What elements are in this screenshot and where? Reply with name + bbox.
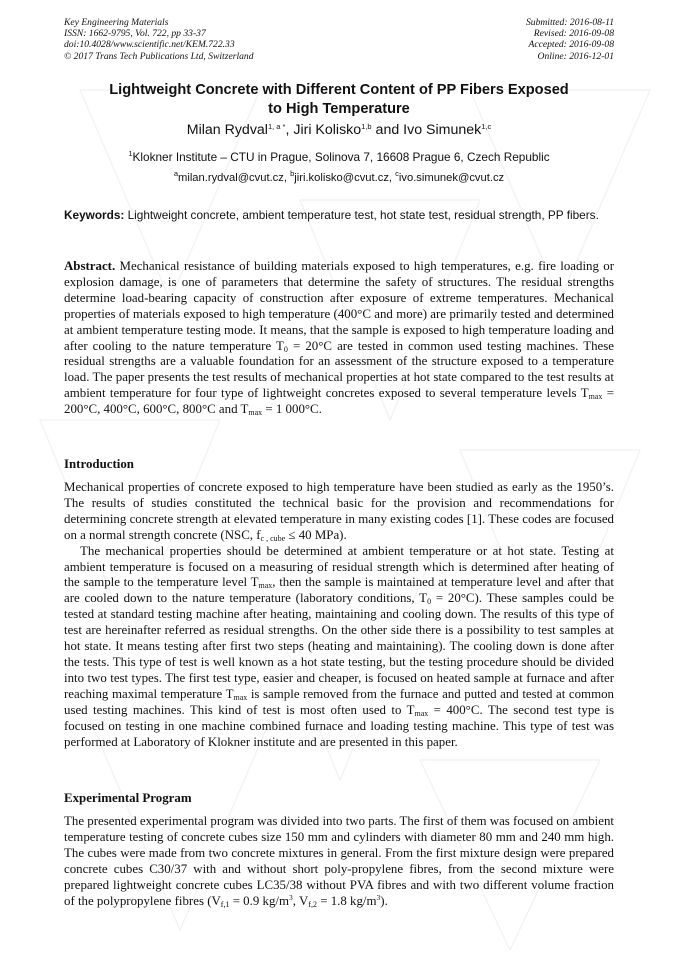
paragraph-text: The mechanical properties should be determined at ambient temperature or at hot state. Testing at ambient temperature is focused on a measuring of residual strength which is determined after heating of the sample to the temperature level T [64, 543, 614, 590]
author-affiliation-mark: 1, a * [267, 122, 286, 131]
paragraph-text: , then the sample is maintained at temperature level and after that are cooled down to the nature temperature (laboratory conditions, T [64, 575, 614, 606]
author-name: and Ivo Simunek [371, 122, 482, 138]
subscript: c , cube [260, 533, 286, 543]
subscript: 0 [427, 597, 432, 607]
author-name: , Jiri Kolisko [285, 122, 362, 138]
affiliation-mark: 1 [128, 149, 133, 158]
date-revised: Revised: 2016-09-08 [533, 28, 614, 40]
email-link[interactable]: jiri.kolisko@cvut.cz, [294, 172, 396, 184]
subscript: max [588, 392, 603, 402]
paragraph-text: ≤ 40 MPa). [285, 527, 347, 542]
subscript: 0 [283, 344, 288, 354]
paragraph-text: , V [292, 893, 309, 908]
date-online: Online: 2016-12-01 [537, 50, 614, 62]
superscript: 3 [376, 892, 381, 902]
section-heading-experimental: Experimental Program [64, 791, 192, 805]
paragraph-text: = 20°C). These samples could be tested at standard testing machine after heating, maintaining and cooling down. The results of this type of test are hereinafter referred as residual strengths. On the other side there is a possibility to test samples at hot state. It means testing after first two steps (heating and maintaining). The cooling down is done after the tests. This type of test is well known as a hot state testing, but the testing procedure should be divided into two test types. The first test type, easier and cheaper, is focused on heated sample at furnace and after reaching maximal temperature T [64, 591, 614, 701]
author-affiliation-mark: 1,b [361, 122, 372, 131]
journal-name: Key Engineering Materials [64, 17, 169, 28]
title-line-1: Lightweight Concrete with Different Content of PP Fibers Exposed [109, 82, 569, 98]
paragraph-text: The presented experimental program was divided into two parts. The first of them was focused on ambient temperature testing of concrete cubes size 150 mm and cylinders with diameter 80 mm and 240 mm high. The cubes were made from two concrete mixtures in general. From the first mixture design were prepared concrete cubes C30/37 with and without short poly-propylene fibres, from the second mixture were prepared lightweight concrete cubes LC35/38 without PVA fibres and with two different volume fraction of the polypropylene fibres (V [64, 814, 614, 908]
publication-dates [526, 17, 614, 62]
author-emails [64, 169, 614, 184]
experimental-body [64, 814, 614, 909]
paragraph-text: = 1.8 kg/m [316, 893, 377, 908]
journal-info [64, 17, 254, 62]
journal-issn: ISSN: 1662-9795, Vol. 722, pp 33-37 [64, 28, 206, 40]
title-line-2: to High Temperature [268, 101, 410, 117]
abstract-text: = 200°C, 400°C, 600°C, 800°C and T [64, 386, 614, 417]
subscript: f,2 [308, 899, 317, 909]
subscript: max [248, 408, 263, 418]
abstract-text: Mechanical resistance of building materials exposed to high temperatures, e.g. fire loading or explosion damage, is one of parameters that determine the safety of structures. The residual strengths determine load-bearing capacity of construction after exposure of extreme temperatures. Mechanical properties of materials exposed to high temperature (400°C and more) are primarily tested and determined at ambient temperature testing mode. It means, that the sample is exposed to high temperature loading and after cooling to the nature temperature T [64, 259, 614, 353]
subscript: max [258, 581, 273, 591]
section-heading-introduction: Introduction [64, 457, 134, 471]
journal-copyright: © 2017 Trans Tech Publications Ltd, Switzerland [64, 50, 254, 62]
date-submitted: Submitted: 2016-08-11 [525, 17, 614, 28]
subscript: f,1 [220, 899, 230, 909]
author-name: Milan Rydval [186, 122, 268, 138]
paragraph-text: is sample removed from the furnace and putted and tested at common used testing machines. This kind of test is most often used to T [64, 686, 614, 717]
email-link[interactable]: ivo.simunek@cvut.cz [398, 172, 505, 184]
email-mark: a [173, 169, 179, 178]
paragraph-text: Mechanical properties of concrete exposed to high temperature have been studied as early as the 1950’s. The results of studies constituted the technical basic for the provision and recommendations for determining concrete strength at elevated temperature in many existing codes [1]. These codes are focused on a normal strength concrete (NSC, f [64, 480, 614, 542]
abstract-text: = 20°C are tested in common used testing machines. These residual strengths are a valuable foundation for an assessment of the structure exposed to a temperature load. The paper presents the test results of mechanical properties at hot state compared to the test results at ambient temperature for four type of lightweight concretes exposed to several temperature levels T [64, 338, 614, 401]
email-link[interactable]: milan.rydval@cvut.cz, [178, 172, 291, 184]
abstract-label: Abstract. [64, 259, 116, 273]
author-affiliation-mark: 1,c [481, 122, 492, 131]
paragraph-text: ). [380, 893, 388, 908]
journal-doi: doi:10.4028/www.scientific.net/KEM.722.33 [64, 39, 235, 51]
keywords-label: Keywords: [64, 208, 125, 222]
keywords [64, 207, 614, 223]
affiliation-text: Klokner Institute – CTU in Prague, Solinova 7, 16608 Prague 6, Czech Republic [132, 150, 550, 164]
date-accepted: Accepted: 2016-09-08 [528, 39, 614, 51]
email-mark: c [395, 169, 399, 178]
superscript: 3 [289, 892, 293, 902]
paragraph-text: = 0.9 kg/m [229, 893, 290, 908]
paragraph [64, 480, 614, 544]
abstract [64, 259, 614, 418]
paragraph-text: = 400°C. The second test type is focused on testing in one machine combined furnace and loading testing machine. This type of test was performed at Laboratory of Klokner institute and are presented in this paper. [64, 702, 614, 749]
introduction-body [64, 480, 614, 750]
affiliation [64, 150, 614, 164]
paragraph [64, 544, 614, 751]
subscript: max [414, 708, 429, 718]
paper-title [64, 81, 614, 119]
subscript: max [233, 692, 248, 702]
keywords-text: Lightweight concrete, ambient temperature test, hot state test, residual strength, PP fibers. [124, 208, 599, 222]
email-mark: b [290, 169, 295, 178]
author-list [64, 122, 614, 138]
abstract-text: = 1 000°C. [262, 402, 322, 417]
